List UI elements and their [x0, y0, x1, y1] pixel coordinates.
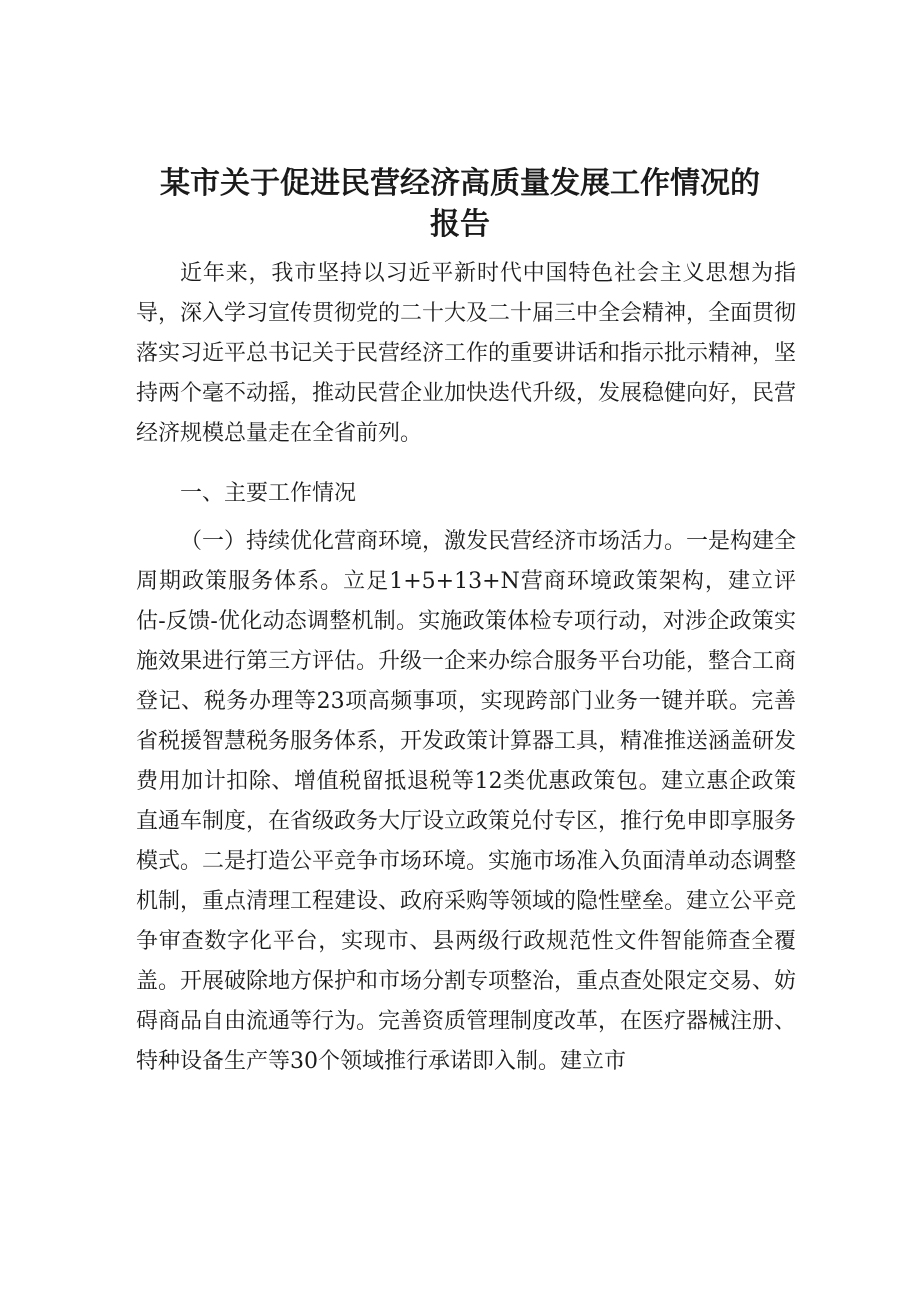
- intro-paragraph: 近年来，我市坚持以习近平新时代中国特色社会主义思想为指导，深入学习宣传贯彻党的二十大及二十届三中全会精神，全面贯彻落实习近平总书记关于民营经济工作的重要讲话和指示批示精神，坚持两个毫不动摇，推动民营企业加快迭代升级，发展稳健向好，民营经济规模总量走在全省前列。: [136, 261, 797, 446]
- section-heading-main-work: 一、主要工作情况: [180, 481, 357, 506]
- document-title-line-2: 报告: [430, 207, 490, 242]
- document-title-line-1: 某市关于促进民营经济高质量发展工作情况的: [160, 166, 760, 201]
- section-1-paragraph: （一）持续优化营商环境，激发民营经济市场活力。一是构建全周期政策服务体系。立足1+5+13+N营商环境政策架构，建立评估-反馈-优化动态调整机制。实施政策体检专项行动，对涉企政策实施效果进行第三方评估。升级一企来办综合服务平台功能，整合工商登记、税务办理等23项高频事项，实现跨部门业务一键并联。完善省税援智慧税务服务体系，开发政策计算器工具，精准推送涵盖研发费用加计扣除、增值税留抵退税等12类优惠政策包。建立惠企政策直通车制度，在省级政务大厅设立政策兑付专区，推行免申即享服务模式。二是打造公平竞争市场环境。实施市场准入负面清单动态调整机制，重点清理工程建设、政府采购等领域的隐性壁垒。建立公平竞争审查数字化平台，实现市、县两级行政规范性文件智能筛查全覆盖。开展破除地方保护和市场分割专项整治，重点查处限定交易、妨碍商品自由流通等行为。完善资质管理制度改革，在医疗器械注册、特种设备生产等30个领域推行承诺即入制。建立市: [136, 529, 797, 1074]
